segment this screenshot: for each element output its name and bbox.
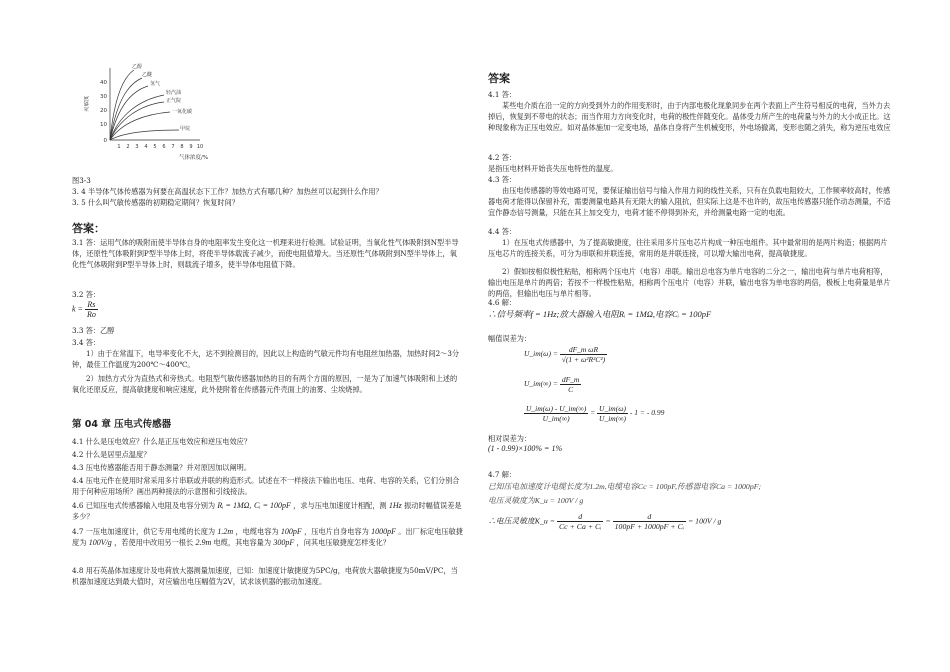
curve-label: 氢气 bbox=[150, 81, 161, 87]
q47-text-e: ，若使用中改用另一根长 bbox=[114, 538, 194, 547]
answer-4-7-label: 4.7 解： bbox=[488, 470, 517, 479]
figure-y-tick: 0 bbox=[103, 138, 107, 144]
f47-numerator-b: d bbox=[613, 512, 686, 522]
curve-label: 一氧化碳 bbox=[172, 109, 193, 115]
answer-4-7-given: 已知压电加速度计电缆长度为1.2m,电缆电容Cc = 100pF,传感器电容Ca = 1000pF; bbox=[488, 482, 762, 491]
q46-text-b: ，求与压电加速度计相配，测 bbox=[293, 501, 387, 510]
figure-y-tick: 30 bbox=[100, 94, 107, 100]
answer-4-2-label: 4.2 答： bbox=[488, 153, 517, 162]
answer-3-2-formula bbox=[72, 300, 98, 319]
f1-numerator: dF_m ωR bbox=[560, 345, 607, 355]
figure-xlabel: 气体浓度/% bbox=[179, 155, 209, 161]
q46-text-a: 4.6 已知压电式传感器输入电阻及电容分别为 bbox=[72, 501, 216, 510]
q47-sensitivity: 100V/g bbox=[88, 538, 112, 547]
f47-numerator-a: d bbox=[557, 512, 604, 522]
fraction-rs-ro bbox=[85, 300, 98, 319]
answer-3-4-p2: 2）加热方式分为直热式和旁热式。电阻型气敏传感器加热的目的有两个方面的原因，一是为了加速气体吸附和上述的氧化还原反应，提高敏捷度和响应速度，此外使附着在传感器元件壳面上的油雾、尘埃烧掉。 bbox=[72, 374, 458, 394]
f2-denominator: C bbox=[568, 385, 574, 394]
answer-4-4-label: 4.4 答： bbox=[488, 227, 517, 236]
answer-4-4-p2: 2）假如按相似极性粘贴，相称两个压电片（电容）串联。输出总电容为单片电容的二分之一，输出电荷与单片电荷相等，输出电压是单片的两倍；若按不一样极性粘贴，相称两个压电片（电容）并联，输出电容为单电容的两倍，极板上电荷量是单片的两倍，但输出电压与单片相等。 bbox=[488, 267, 891, 298]
f1-fraction bbox=[560, 345, 607, 364]
answer-3-4-p1: 1）由于在常温下，电导率变化不大，达不到检测目的，因此以上构造的气敏元件均有电阻丝加热器，加热时间2～3分钟，最佳工作温度为200℃～400℃。 bbox=[72, 349, 460, 369]
f47-fraction-b bbox=[613, 512, 686, 531]
question-4-8: 4.8 用石英晶体加速度计及电荷放大器测量加速度，已知：加速度计敏捷度为5PC/g，电荷放大器敏捷度为50mV/PC，当机器加速度达到最大值时，对应输出电压幅值为2V，试求该机器的振动加速度。 bbox=[72, 566, 458, 586]
answers-heading: 答案： bbox=[72, 222, 105, 235]
f3-rhs: - 1 = - 0.99 bbox=[629, 408, 665, 418]
relative-error-value: (1 - 0.99)×100% = 1% bbox=[488, 444, 563, 453]
formula-u-infinity bbox=[524, 375, 581, 394]
chapter-title: 第 04 章 压电式传感器 bbox=[72, 419, 172, 430]
f3-fraction-b bbox=[597, 404, 628, 423]
fraction-denominator: Ro bbox=[86, 310, 96, 319]
f3-denominator-b: U_im(∞) bbox=[599, 414, 627, 423]
q47-text-f: 电缆，其电容量为 bbox=[213, 538, 272, 547]
question-4-3: 4.3 压电传感器能否用于静态测量？并对原因加以阐明。 bbox=[72, 463, 252, 472]
answer-4-2: 是指压电材料开始丧失压电特性的温度。 bbox=[488, 164, 618, 173]
amplitude-error-label: 幅值误差为： bbox=[488, 334, 532, 343]
curve-gasoline bbox=[110, 95, 164, 140]
relative-error-label: 相对误差为： bbox=[488, 434, 532, 443]
f47-denominator-a: Cc + Ca + Cᵢ bbox=[558, 522, 602, 531]
q46-resistance: Rᵢ = 1MΩ bbox=[217, 501, 250, 510]
f47-denominator-b: 100pF + 1000pF + Cᵢ bbox=[614, 522, 685, 531]
f1-denominator: √(1 + ω²R²C²) bbox=[561, 355, 606, 364]
q47-text-c: ，压电片自身电容为 bbox=[304, 527, 369, 536]
f1-lhs: U_im(ω) = bbox=[524, 349, 558, 359]
curve-label: 轻汽油 bbox=[166, 90, 182, 96]
f3-denominator-a: U_im(∞) bbox=[542, 414, 570, 423]
curve-methane bbox=[110, 130, 179, 140]
figure-x-tick: 8 bbox=[180, 144, 184, 150]
answer-4-6-given: ∴信号频率f = 1Hz;放大器输入电阻Rᵢ = 1MΩ,电容Cᵢ = 100pF bbox=[488, 309, 712, 319]
figure-ylabel: 灵敏度 bbox=[84, 95, 90, 112]
q47-cable-cap: 100pF bbox=[280, 527, 302, 536]
figure-x-tick: 7 bbox=[171, 144, 175, 150]
q47-cap2: 300pF bbox=[273, 538, 295, 547]
curve-label: 甲烷 bbox=[180, 126, 191, 132]
curve-label: 乙醇 bbox=[132, 64, 143, 70]
f47-rhs: = 100V / g bbox=[687, 516, 722, 526]
f3-numerator-b: U_im(ω) bbox=[597, 404, 628, 414]
curve-ethanol bbox=[110, 70, 134, 140]
answer-4-4-p1: 1）在压电式传感器中，为了提高敏捷度，往往采用多片压电芯片构成一种压电组件。其中最常用的是两片构造；根据两片压电芯片的连接关系，可分为串联和并联连接，常用的是并联连接，可以增大输出电荷，提高敏捷度。 bbox=[488, 238, 888, 258]
figure-x-tick: 5 bbox=[153, 144, 157, 150]
f3-fraction-a bbox=[524, 404, 588, 423]
answer-3-2-label: 3.2 答： bbox=[72, 290, 101, 299]
f47-lhs: ∴电压灵敏度K_u = bbox=[488, 516, 555, 526]
f2-lhs: U_im(∞) = bbox=[524, 379, 558, 389]
figure-x-tick: 9 bbox=[189, 144, 193, 150]
figure-gas-sensitivity bbox=[84, 60, 254, 170]
question-4-2: 4.2 什么是居里点温度？ bbox=[72, 450, 151, 459]
figure-x-tick: 6 bbox=[162, 144, 166, 150]
figure-y-tick: 40 bbox=[100, 80, 107, 86]
answer-4-1-label: 4.1 答： bbox=[488, 90, 517, 99]
answer-3-4-label: 3.4 答： bbox=[72, 338, 101, 347]
figure-x-tick: 1 bbox=[117, 144, 121, 150]
right-answers-heading: 答案 bbox=[488, 72, 510, 85]
q47-text-g: ，问其电压敏捷度怎样变化？ bbox=[296, 538, 390, 547]
q47-text-d: 。出厂标定电压敏捷度为 bbox=[72, 527, 463, 547]
question-4-1: 4.1 什么是压电效应？什么是正压电效应和逆压电效应？ bbox=[72, 437, 252, 446]
question-4-4: 4.4 压电元件在使用时常采用多片串联或并联的构造形式。试述在不一样接法下输出电压、电荷、电容的关系，它们分别合用于何种应用场所？画出两种接法的示意图和引线接法。 bbox=[72, 476, 460, 496]
figure-caption: 图3-3 bbox=[72, 176, 91, 185]
formula-k: k = bbox=[72, 304, 83, 314]
q46-capacitance: Cᵢ = 100pF bbox=[253, 501, 291, 510]
q46-text-c: 振动时幅值误差是多少？ bbox=[72, 501, 462, 521]
figure-y-tick: 10 bbox=[100, 122, 107, 128]
f2-numerator: dF_m bbox=[561, 375, 580, 384]
figure-x-tick: 10 bbox=[196, 144, 204, 150]
answer-4-6-label: 4.6 解： bbox=[488, 298, 517, 307]
q47-text-a: 4.7 一压电加速度计，供它专用电缆的长度为 bbox=[72, 527, 216, 536]
answer-4-3: 由压电传感器的等效电路可见，要保证输出信号与输入作用力间的线性关系，只有在负载电阻较大，工作频率较高时，传感器电荷才能得以保留补充，需要测量电路具有无限大的输入阻抗，但实际上这是不也许的，故压电传感器只能作动态测量，不适宜作静态信号测量，只能在其上加交变力，电荷才能不停得到补充，并给测量电路一定的电流。 bbox=[488, 186, 891, 217]
q47-length2: 2.9m bbox=[195, 538, 212, 547]
answer-3-3: 3.3 答：乙醇 bbox=[72, 326, 115, 335]
f47-fraction-a bbox=[557, 512, 604, 531]
figure-y-tick: 20 bbox=[100, 108, 107, 114]
f47-equals: = bbox=[605, 516, 611, 526]
question-3-5: 3. 5 什么叫气敏传感器的初期稳定期间？恢复时间？ bbox=[72, 198, 239, 207]
answer-4-1: 某些电介质在沿一定的方向受到外力的作用变形时，由于内部电极化现象同步在两个表面上产生符号相反的电荷，当外力去掉后，恢复到不带电的状态；而当作用力方向变化时，电荷的极性伴随变化。晶体受力所产生的电荷量与外力的大小成正比。这种现象称为正压电效应。如对晶体施加一定变电场，晶体自身将产生机械变形，外电场撤离，变形也随之消失，称为逆压电效应 bbox=[488, 101, 891, 132]
answer-4-3-label: 4.3 答： bbox=[488, 175, 517, 184]
curve-label: 正气院 bbox=[166, 98, 182, 104]
question-3-4: 3. 4 半导体气体传感器为何要在高温状态下工作？加热方式有哪几种？加热丝可以起到什么作用？ bbox=[72, 187, 383, 196]
q47-text-b: ，电缆电容为 bbox=[235, 527, 279, 536]
figure-x-tick: 4 bbox=[144, 144, 148, 150]
q47-length: 1.2m bbox=[217, 527, 234, 536]
q47-crystal-cap: 1000pF bbox=[371, 527, 396, 536]
curve-label: 乙醚 bbox=[142, 72, 153, 78]
f2-fraction bbox=[560, 375, 582, 394]
question-4-6: 4.6 已知压电式传感器输入电阻及电容分别为 Rᵢ = 1MΩ, Cᵢ = 100pF ，求与压电加速度计相配，测 1Hz 振动时幅值误差是多少？ bbox=[72, 501, 462, 521]
q46-frequency: 1Hz bbox=[388, 501, 402, 510]
fraction-numerator: Rs bbox=[85, 300, 98, 310]
formula-error-ratio: $\frac{U\_im(\omega) - U\_im(\infty)}{U\_im(\infty)}$ = $\frac{U\_im(\omega)}{U\_im(\infty)}$ - 1 = - 0.99 bbox=[526, 404, 665, 423]
answer-4-7-formula bbox=[488, 512, 721, 531]
answer-3-1: 3.1 答：运用气体的吸附而使半导体自身的电阻率发生变化这一机理来进行检测。试验证明，当氧化性气体吸附到N型半导体，还原性气体吸附到P型半导体上时，将使半导体载流子减少，而使电阻值增大。当还原性气体吸附到N型半导体上，氧化性气体吸附到P型半导体上时，则载流子增多，使半导体电阻值下降。 bbox=[72, 238, 459, 269]
figure-x-tick: 3 bbox=[135, 144, 139, 150]
f3-numerator-a: U_im(ω) - U_im(∞) bbox=[526, 404, 587, 413]
question-4-7 bbox=[72, 526, 464, 548]
figure-x-tick: 2 bbox=[126, 144, 130, 150]
formula-u-omega bbox=[524, 345, 607, 364]
answer-4-7-sensitivity: 电压灵敏度为K_u = 100V / g bbox=[488, 496, 584, 505]
